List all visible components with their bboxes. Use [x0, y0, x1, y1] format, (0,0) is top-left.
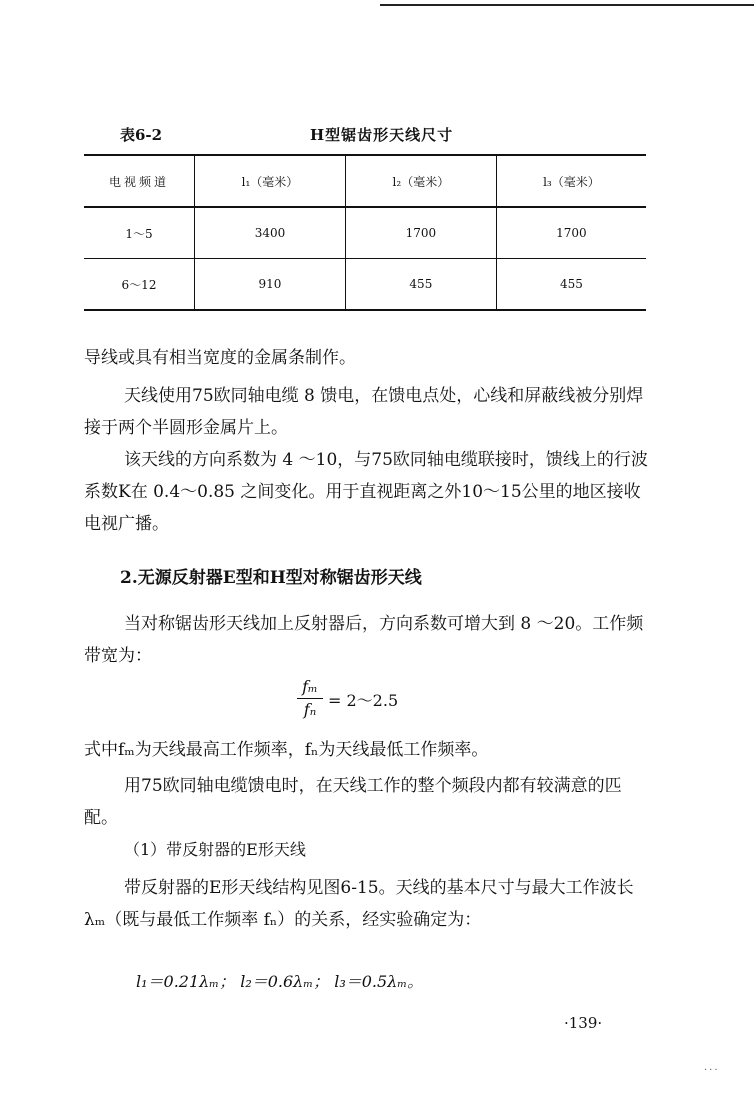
table-number: 表6-2: [120, 126, 163, 144]
table-cell: 910: [195, 259, 346, 311]
dimension-table: [84, 154, 646, 311]
section-heading: 2.无源反射器E型和H型对称锯齿形天线: [120, 568, 422, 588]
paragraph-6: 用75欧同轴电缆馈电时，在天线工作的整个频段内都有较满意的匹配。: [84, 776, 622, 828]
top-edge-rule: [380, 4, 754, 6]
page-number: ·139·: [564, 1014, 603, 1032]
table-cell: 455: [345, 259, 496, 311]
table-caption: [120, 124, 650, 148]
formula-fraction: [298, 676, 322, 721]
table-title: H型锯齿形天线尺寸: [310, 126, 454, 144]
table-cell: 1～5: [125, 226, 153, 241]
paragraph-4: 当对称锯齿形天线加上反射器后，方向系数可增大到 8 ～20。工作频带宽为：: [84, 614, 644, 666]
table-row: [84, 207, 646, 259]
dimension-equation: l₁＝0.21λₘ； l₂＝0.6λₘ； l₃＝0.5λₘ。: [136, 972, 424, 991]
paragraph-2: 天线使用75欧同轴电缆 8 馈电，在馈电点处，心线和屏蔽线被分别焊接于两个半圆形金属片上。: [84, 386, 644, 438]
table-cell: 3400: [195, 207, 346, 259]
header-l3: l₃（毫米）: [496, 155, 646, 207]
header-channel: 电视频道: [108, 174, 169, 189]
table-header-row: [84, 155, 646, 207]
table-cell: 1700: [496, 207, 646, 259]
corner-dots: ...: [704, 1062, 720, 1073]
paragraph-5: 式中fₘ为天线最高工作频率，fₙ为天线最低工作频率。: [84, 740, 489, 760]
formula-denominator: fₙ: [303, 700, 317, 719]
subsection-heading: （1）带反射器的E形天线: [124, 840, 306, 859]
bandwidth-formula: [290, 676, 450, 724]
paragraph-1: 导线或具有相当宽度的金属条制作。: [84, 348, 356, 368]
table-cell: 6～12: [121, 277, 157, 292]
table-cell: 455: [496, 259, 646, 311]
table-cell: 1700: [345, 207, 496, 259]
paragraph-3: 该天线的方向系数为 4 ～10，与75欧同轴电缆联接时，馈线上的行波系数K在 0.4～0.85 之间变化。用于直视距离之外10～15公里的地区接收电视广播。: [84, 450, 648, 534]
header-l1: l₁（毫米）: [195, 155, 346, 207]
paragraph-7: 带反射器的E形天线结构见图6-15。天线的基本尺寸与最大工作波长 λₘ（既与最低工作频率 fₙ）的关系，经实验确定为：: [84, 878, 634, 930]
formula-numerator: fₘ: [302, 677, 318, 696]
header-l2: l₂（毫米）: [345, 155, 496, 207]
table-row: [84, 259, 646, 311]
formula-rhs: = 2～2.5: [328, 691, 399, 710]
